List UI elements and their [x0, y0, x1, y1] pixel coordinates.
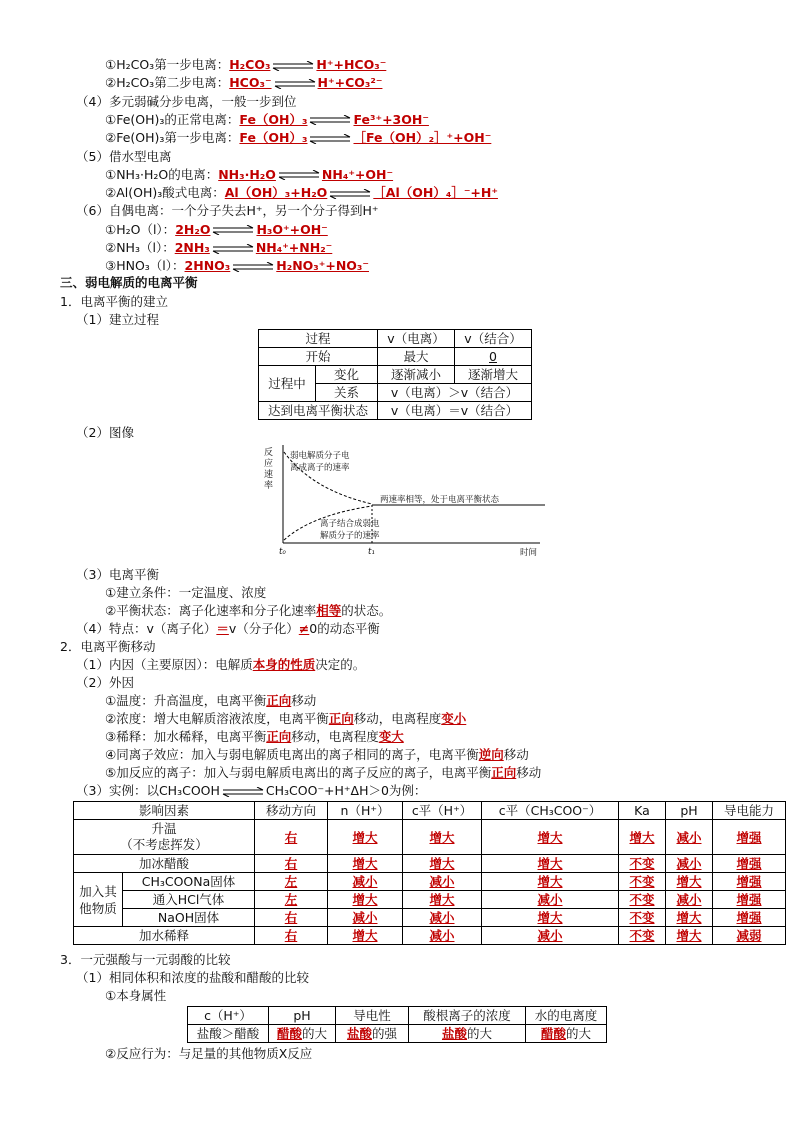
value-cell: 增大	[328, 855, 403, 873]
header-cell: 导电性	[336, 1007, 409, 1025]
equation-label: ②Fe(OH)₃第一步电离：	[105, 130, 240, 146]
factor-cell: 通入HCl气体	[123, 891, 255, 909]
equation-reactant: Fe（OH）₃	[239, 130, 308, 146]
value-cell: 增大	[482, 909, 619, 927]
ionization-equation	[105, 239, 332, 257]
line-temperature: ①温度：升高温度，电离平衡正向移动	[105, 693, 317, 708]
value-cell: 不变	[619, 909, 666, 927]
equation-label: ③HNO₃（l）：	[105, 258, 185, 274]
value-cell: 增强	[713, 891, 786, 909]
value-cell: 不变	[619, 873, 666, 891]
equation-label: ②NH₃（l）：	[105, 240, 175, 255]
value-cell: 增强	[713, 855, 786, 873]
value-cell: 右	[255, 909, 328, 927]
factor-cell: NaOH固体	[123, 909, 255, 927]
cell: 逐渐增大	[455, 366, 532, 384]
value-cell: 增大	[328, 927, 403, 945]
value-cell: 减小	[666, 820, 713, 855]
heading-1: 1．电离平衡的建立	[60, 294, 168, 309]
section-3-title: 三、弱电解质的电离平衡	[60, 275, 198, 290]
equation-reactant: H₂CO₃	[229, 57, 271, 72]
heading-3: 3．一元强酸与一元弱酸的比较	[60, 952, 231, 967]
value-cell: 左	[255, 873, 328, 891]
table-row	[74, 820, 786, 855]
ionization-equation	[105, 74, 382, 92]
header-cell: 影响因素	[74, 802, 255, 820]
subheading-1-1: （1）建立过程	[76, 312, 159, 327]
rate-time-graph	[262, 440, 552, 562]
value-cell: 增大	[328, 820, 403, 855]
cell: 过程中	[259, 366, 316, 402]
line-internal-cause: （1）内因（主要原因）：电解质本身的性质决定的。	[76, 657, 366, 672]
equation-label: ②Al(OH)₃酸式电离：	[105, 185, 225, 201]
table-influence-factors	[73, 801, 786, 945]
equilibrium-arrow-icon	[221, 787, 265, 797]
value-cell: 减小	[666, 855, 713, 873]
ionization-equation	[105, 221, 328, 239]
header-cell: Ka	[619, 802, 666, 820]
lower-curve-label: 解质分子的速率	[320, 531, 380, 541]
equation-product: H₂NO₃⁺+NO₃⁻	[276, 258, 369, 274]
sub-heading: （4）多元弱碱分步电离，一般一步到位	[76, 93, 297, 109]
value-cell: 减小	[328, 909, 403, 927]
equation-label: ①H₂CO₃第一步电离：	[105, 57, 230, 72]
ionization-equation	[105, 257, 369, 275]
factor-cell: 升温 （不考虑挥发）	[74, 820, 255, 855]
equation-product: NH₄⁺+OH⁻	[321, 166, 394, 182]
factor-cell: 加冰醋酸	[74, 855, 255, 873]
equation-reactant: 2HNO₃	[184, 258, 231, 274]
header-cell: c平（CH₃COO⁻）	[482, 802, 619, 820]
sub-heading: （5）借水型电离	[76, 148, 172, 164]
value-cell: 减小	[482, 927, 619, 945]
value-cell: 增大	[403, 820, 482, 855]
equation-product: H₃O⁺+OH⁻	[256, 221, 328, 237]
value-cell: 醋酸的大	[269, 1025, 336, 1043]
t1-label: t₁	[368, 547, 375, 557]
value-cell: 盐酸的大	[409, 1025, 526, 1043]
value-cell: 增大	[619, 820, 666, 855]
value-cell: 增强	[713, 873, 786, 891]
value-cell: 增大	[482, 873, 619, 891]
cell: v（电离）	[378, 330, 455, 348]
value-cell: 增大	[482, 855, 619, 873]
equation-reactant: 2H₂O	[175, 221, 211, 237]
cell: 关系	[316, 384, 378, 402]
line-concentration: ②浓度：增大电解质溶液浓度，电离平衡正向移动，电离程度变小	[105, 711, 467, 726]
upper-curve-label: 弱电解质分子电	[290, 451, 350, 461]
equation-label: ②H₂CO₃第二步电离：	[105, 75, 230, 91]
header-cell: 水的电离度	[526, 1007, 607, 1025]
line-feature: （4）特点：v（离子化）＝v（分子化）≠0的动态平衡	[76, 621, 380, 636]
y-axis-label: 反	[264, 448, 274, 458]
cell: 最大	[378, 348, 455, 366]
cell: 逐渐减小	[378, 366, 455, 384]
value-cell: 减小	[403, 873, 482, 891]
header-cell: 移动方向	[255, 802, 328, 820]
ionization-equation	[105, 184, 498, 202]
value-cell: 减小	[666, 891, 713, 909]
line-reaction-behavior: ②反应行为：与足量的其他物质X反应	[105, 1046, 313, 1061]
equilibrium-arrow-icon	[273, 79, 317, 89]
cell: v（电离）＝v（结合）	[378, 402, 532, 420]
table-row	[74, 927, 786, 945]
table-row	[74, 909, 786, 927]
value-cell: 增大	[666, 909, 713, 927]
value-cell: 增大	[666, 927, 713, 945]
upper-curve-label: 离成离子的速率	[290, 463, 350, 473]
ionization-equation	[105, 166, 393, 184]
equation-product: ［Al（OH）₄］⁻+H⁺	[373, 185, 498, 201]
equation-reactant: HCO₃⁻	[229, 75, 272, 91]
ionization-equation	[105, 129, 491, 147]
factor-cell: 加水稀释	[74, 927, 255, 945]
x-axis-label: 时间	[520, 548, 538, 558]
header-cell: c（H⁺）	[188, 1007, 269, 1025]
cell: 达到电离平衡状态	[259, 402, 378, 420]
subheading-1-3: （3）电离平衡	[76, 567, 159, 582]
value-cell: 右	[255, 927, 328, 945]
equilibrium-arrow-icon	[328, 189, 372, 199]
value-cell: 右	[255, 855, 328, 873]
value-cell: 减小	[328, 873, 403, 891]
equilibrium-arrow-icon	[271, 61, 315, 71]
equilibrium-arrow-icon	[211, 225, 255, 235]
equilibrium-label: 两速率相等，处于电离平衡状态	[380, 495, 500, 505]
cell: 0	[455, 348, 532, 366]
equilibrium-arrow-icon	[308, 134, 352, 144]
equation-product: H⁺+CO₃²⁻	[317, 75, 383, 91]
cell: v（结合）	[455, 330, 532, 348]
sub-heading: （6）自偶电离：一个分子失去H⁺，另一个分子得到H⁺	[76, 203, 379, 219]
value-cell: 不变	[619, 891, 666, 909]
line-example: （3）实例：以CH₃COOH CH₃COO⁻+H⁺ΔH＞0为例：	[76, 783, 427, 798]
header-cell: c平（H⁺）	[403, 802, 482, 820]
y-axis-label: 速	[264, 470, 274, 480]
equation-product: Fe³⁺+3OH⁻	[353, 111, 429, 127]
header-cell: n（H⁺）	[328, 802, 403, 820]
lower-curve-label: 离子结合成弱电	[320, 519, 380, 529]
table-row	[74, 855, 786, 873]
equation-product: ［Fe（OH）₂］⁺+OH⁻	[353, 130, 492, 146]
value-cell: 减小	[403, 927, 482, 945]
value-cell: 减小	[482, 891, 619, 909]
value-cell: 增大	[328, 891, 403, 909]
value-cell: 不变	[619, 855, 666, 873]
value-cell: 减弱	[713, 927, 786, 945]
line-dilution: ③稀释：加水稀释，电离平衡正向移动，电离程度变大	[105, 729, 404, 744]
subheading-3-1: （1）相同体积和浓度的盐酸和醋酸的比较	[76, 970, 309, 985]
cell: 变化	[316, 366, 378, 384]
line-properties: ①本身属性	[105, 988, 167, 1003]
value-cell: 增大	[403, 855, 482, 873]
subheading-1-2: （2）图像	[76, 425, 134, 440]
value-cell: 增大	[482, 820, 619, 855]
equilibrium-arrow-icon	[277, 170, 321, 180]
value-cell: 盐酸＞醋酸	[188, 1025, 269, 1043]
value-cell: 右	[255, 820, 328, 855]
value-cell: 左	[255, 891, 328, 909]
y-axis-label: 率	[264, 481, 274, 491]
line-condition: ①建立条件：一定温度、浓度	[105, 585, 267, 600]
header-cell: pH	[666, 802, 713, 820]
header-cell: 酸根离子的浓度	[409, 1007, 526, 1025]
line-common-ion: ④同离子效应：加入与弱电解质电离出的离子相同的离子，电离平衡逆向移动	[105, 747, 529, 762]
equation-reactant: Al（OH）₃+H₂O	[224, 185, 328, 201]
cell: 开始	[259, 348, 378, 366]
equation-reactant: Fe（OH）₃	[239, 111, 308, 127]
table-row	[188, 1025, 607, 1043]
equation-label: ①Fe(OH)₃的正常电离：	[105, 111, 240, 127]
value-cell: 增大	[666, 873, 713, 891]
y-axis-label: 应	[264, 459, 274, 469]
value-cell: 增大	[403, 891, 482, 909]
table-row	[74, 891, 786, 909]
equilibrium-arrow-icon	[231, 262, 275, 272]
line-state: ②平衡状态：离子化速率和分子化速率相等的状态。	[105, 603, 392, 618]
value-cell: 盐酸的强	[336, 1025, 409, 1043]
heading-2: 2．电离平衡移动	[60, 639, 156, 654]
table-row	[74, 873, 786, 891]
cell: v（电离）＞v（结合）	[378, 384, 532, 402]
value-cell: 增强	[713, 909, 786, 927]
equilibrium-arrow-icon	[211, 244, 255, 254]
equilibrium-arrow-icon	[308, 115, 352, 125]
equation-reactant: 2NH₃	[174, 240, 210, 255]
subheading-2-2: （2）外因	[76, 675, 134, 690]
line-reacting-ion: ⑤加反应的离子：加入与弱电解质电离出的离子反应的离子，电离平衡正向移动	[105, 765, 542, 780]
value-cell: 减小	[403, 909, 482, 927]
equation-reactant: NH₃·H₂O	[218, 166, 276, 182]
cell: 过程	[259, 330, 378, 348]
table-equilibrium-process	[258, 329, 532, 420]
t0-label: t₀	[279, 547, 286, 557]
equation-label: ①H₂O（l）：	[105, 221, 176, 237]
factor-cell: CH₃COONa固体	[123, 873, 255, 891]
equation-label: ①NH₃·H₂O的电离：	[105, 166, 219, 182]
equation-product: NH₄⁺+NH₂⁻	[255, 240, 333, 255]
table-acid-comparison	[187, 1006, 607, 1043]
group-cell: 加入其 他物质	[74, 873, 123, 927]
value-cell: 增强	[713, 820, 786, 855]
value-cell: 不变	[619, 927, 666, 945]
ionization-equation	[105, 56, 386, 74]
equation-product: H⁺+HCO₃⁻	[316, 57, 387, 72]
value-cell: 醋酸的大	[526, 1025, 607, 1043]
ionization-equation	[105, 111, 429, 129]
header-cell: 导电能力	[713, 802, 786, 820]
header-cell: pH	[269, 1007, 336, 1025]
